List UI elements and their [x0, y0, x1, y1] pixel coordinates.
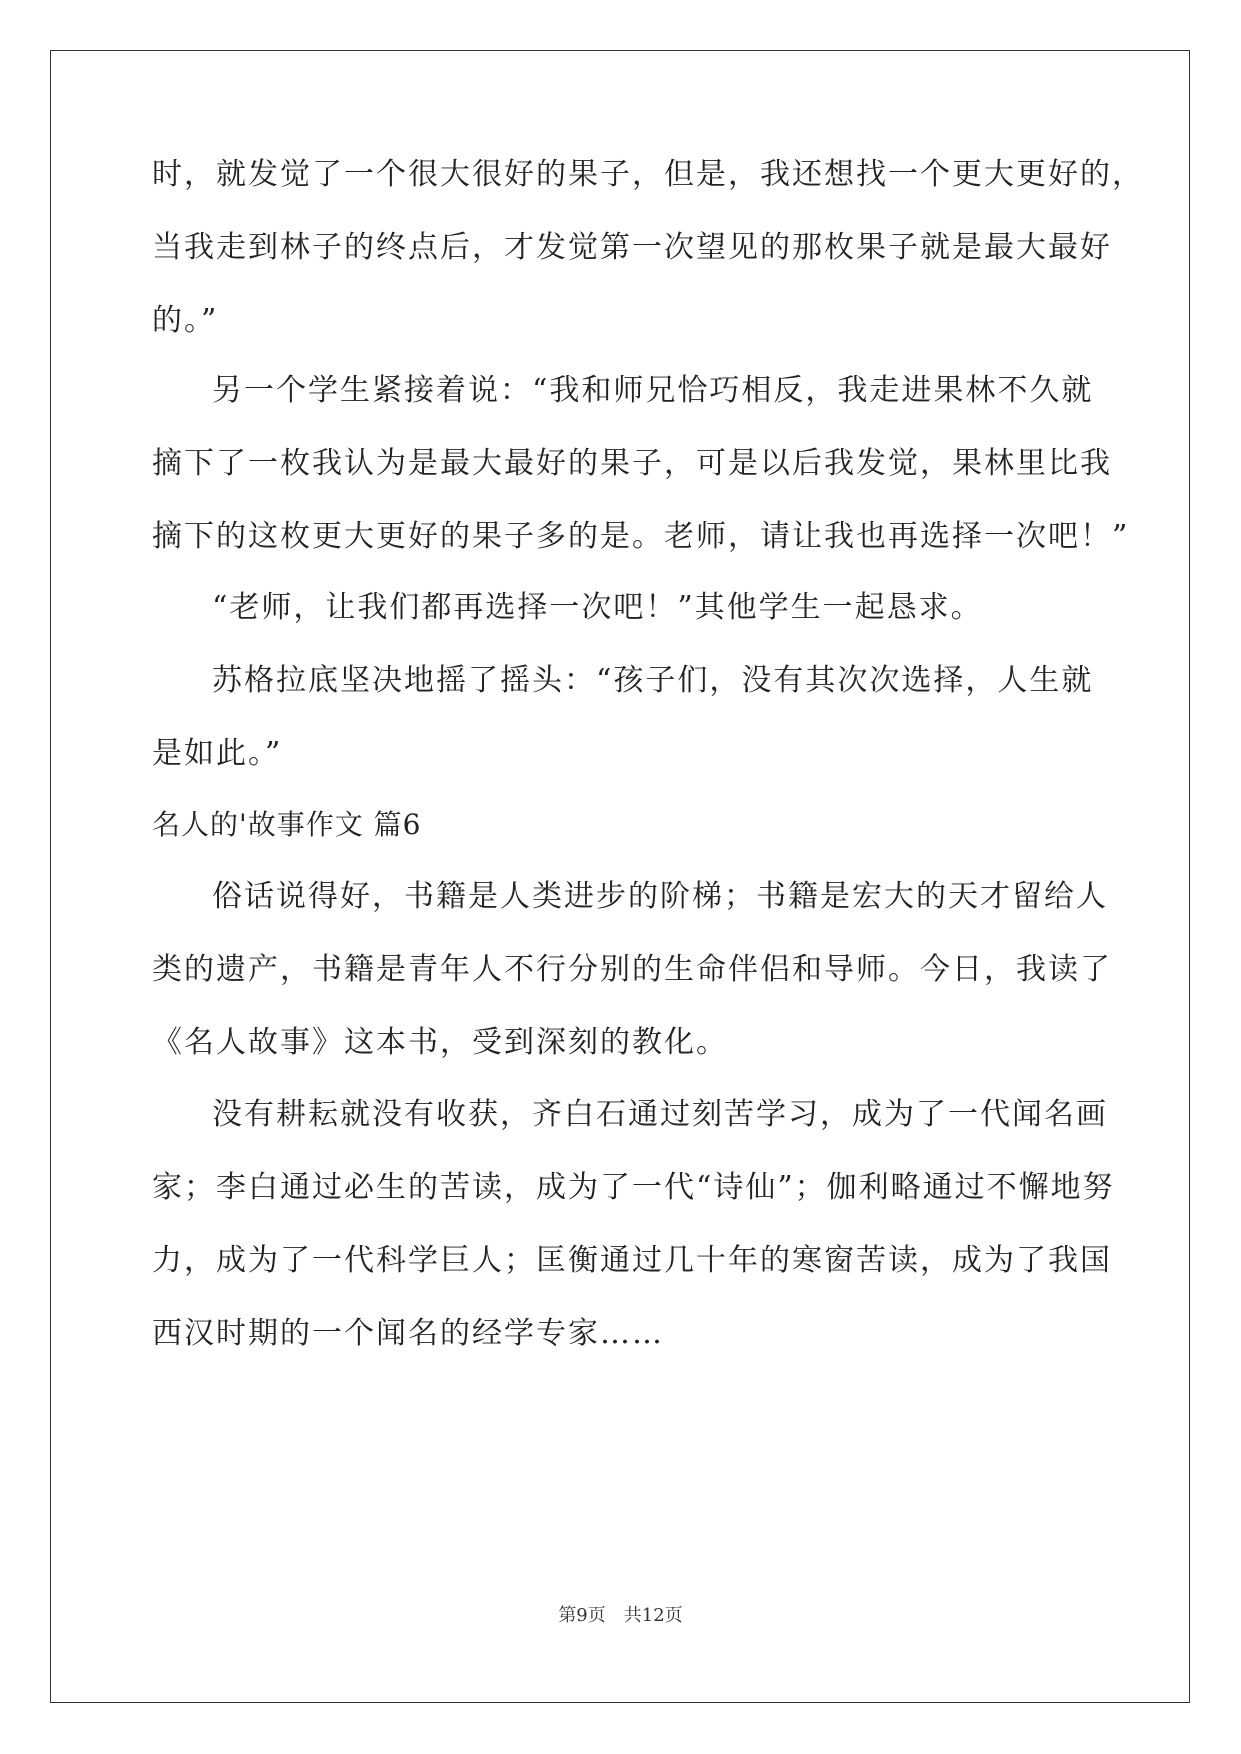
text-line: 类的遗产，书籍是青年人不行分别的生命伴侣和导师。今日，我读了: [152, 952, 1112, 987]
text-line: 的。”: [152, 303, 219, 338]
paragraph-start-line: 没有耕耘就没有收获，齐白石通过刻苦学习，成为了一代闻名画: [212, 1097, 1108, 1132]
text-line: 时，就发觉了一个很大很好的果子，但是，我还想找一个更大更好的，: [152, 157, 1144, 192]
paragraph-start-line: 苏格拉底坚决地摇了摇头：“孩子们，没有其次次选择，人生就: [212, 663, 1094, 698]
text-line: 《名人故事》这本书，受到深刻的教化。: [152, 1025, 728, 1060]
page-number-total: 共12页: [623, 1605, 683, 1626]
text-line: 摘下了一枚我认为是最大最好的果子，可是以后我发觉，果林里比我: [152, 446, 1112, 481]
text-line: 摘下的这枚更大更好的果子多的是。老师，请让我也再选择一次吧！”: [152, 519, 1130, 554]
paragraph-start-line: 另一个学生紧接着说：“我和师兄恰巧相反，我走进果林不久就: [212, 373, 1094, 408]
paragraph-start-line: “老师，让我们都再选择一次吧！”其他学生一起恳求。: [212, 590, 983, 625]
text-line: 力，成为了一代科学巨人；匡衡通过几十年的寒窗苦读，成为了我国: [152, 1243, 1112, 1278]
text-line: 当我走到林子的终点后，才发觉第一次望见的那枚果子就是最大最好: [152, 230, 1112, 265]
text-line: 是如此。”: [152, 736, 283, 771]
page-footer: [0, 1604, 1241, 1628]
page-number-current: 第9页: [558, 1605, 606, 1626]
paragraph-start-line: 俗话说得好，书籍是人类进步的阶梯；书籍是宏大的天才留给人: [212, 879, 1108, 914]
text-line: 家；李白通过必生的苦读，成为了一代“诗仙”；伽利略通过不懈地努: [152, 1170, 1115, 1205]
section-heading: 名人的'故事作文 篇6: [152, 808, 422, 841]
text-line: 西汉时期的一个闻名的经学专家……: [152, 1316, 664, 1351]
